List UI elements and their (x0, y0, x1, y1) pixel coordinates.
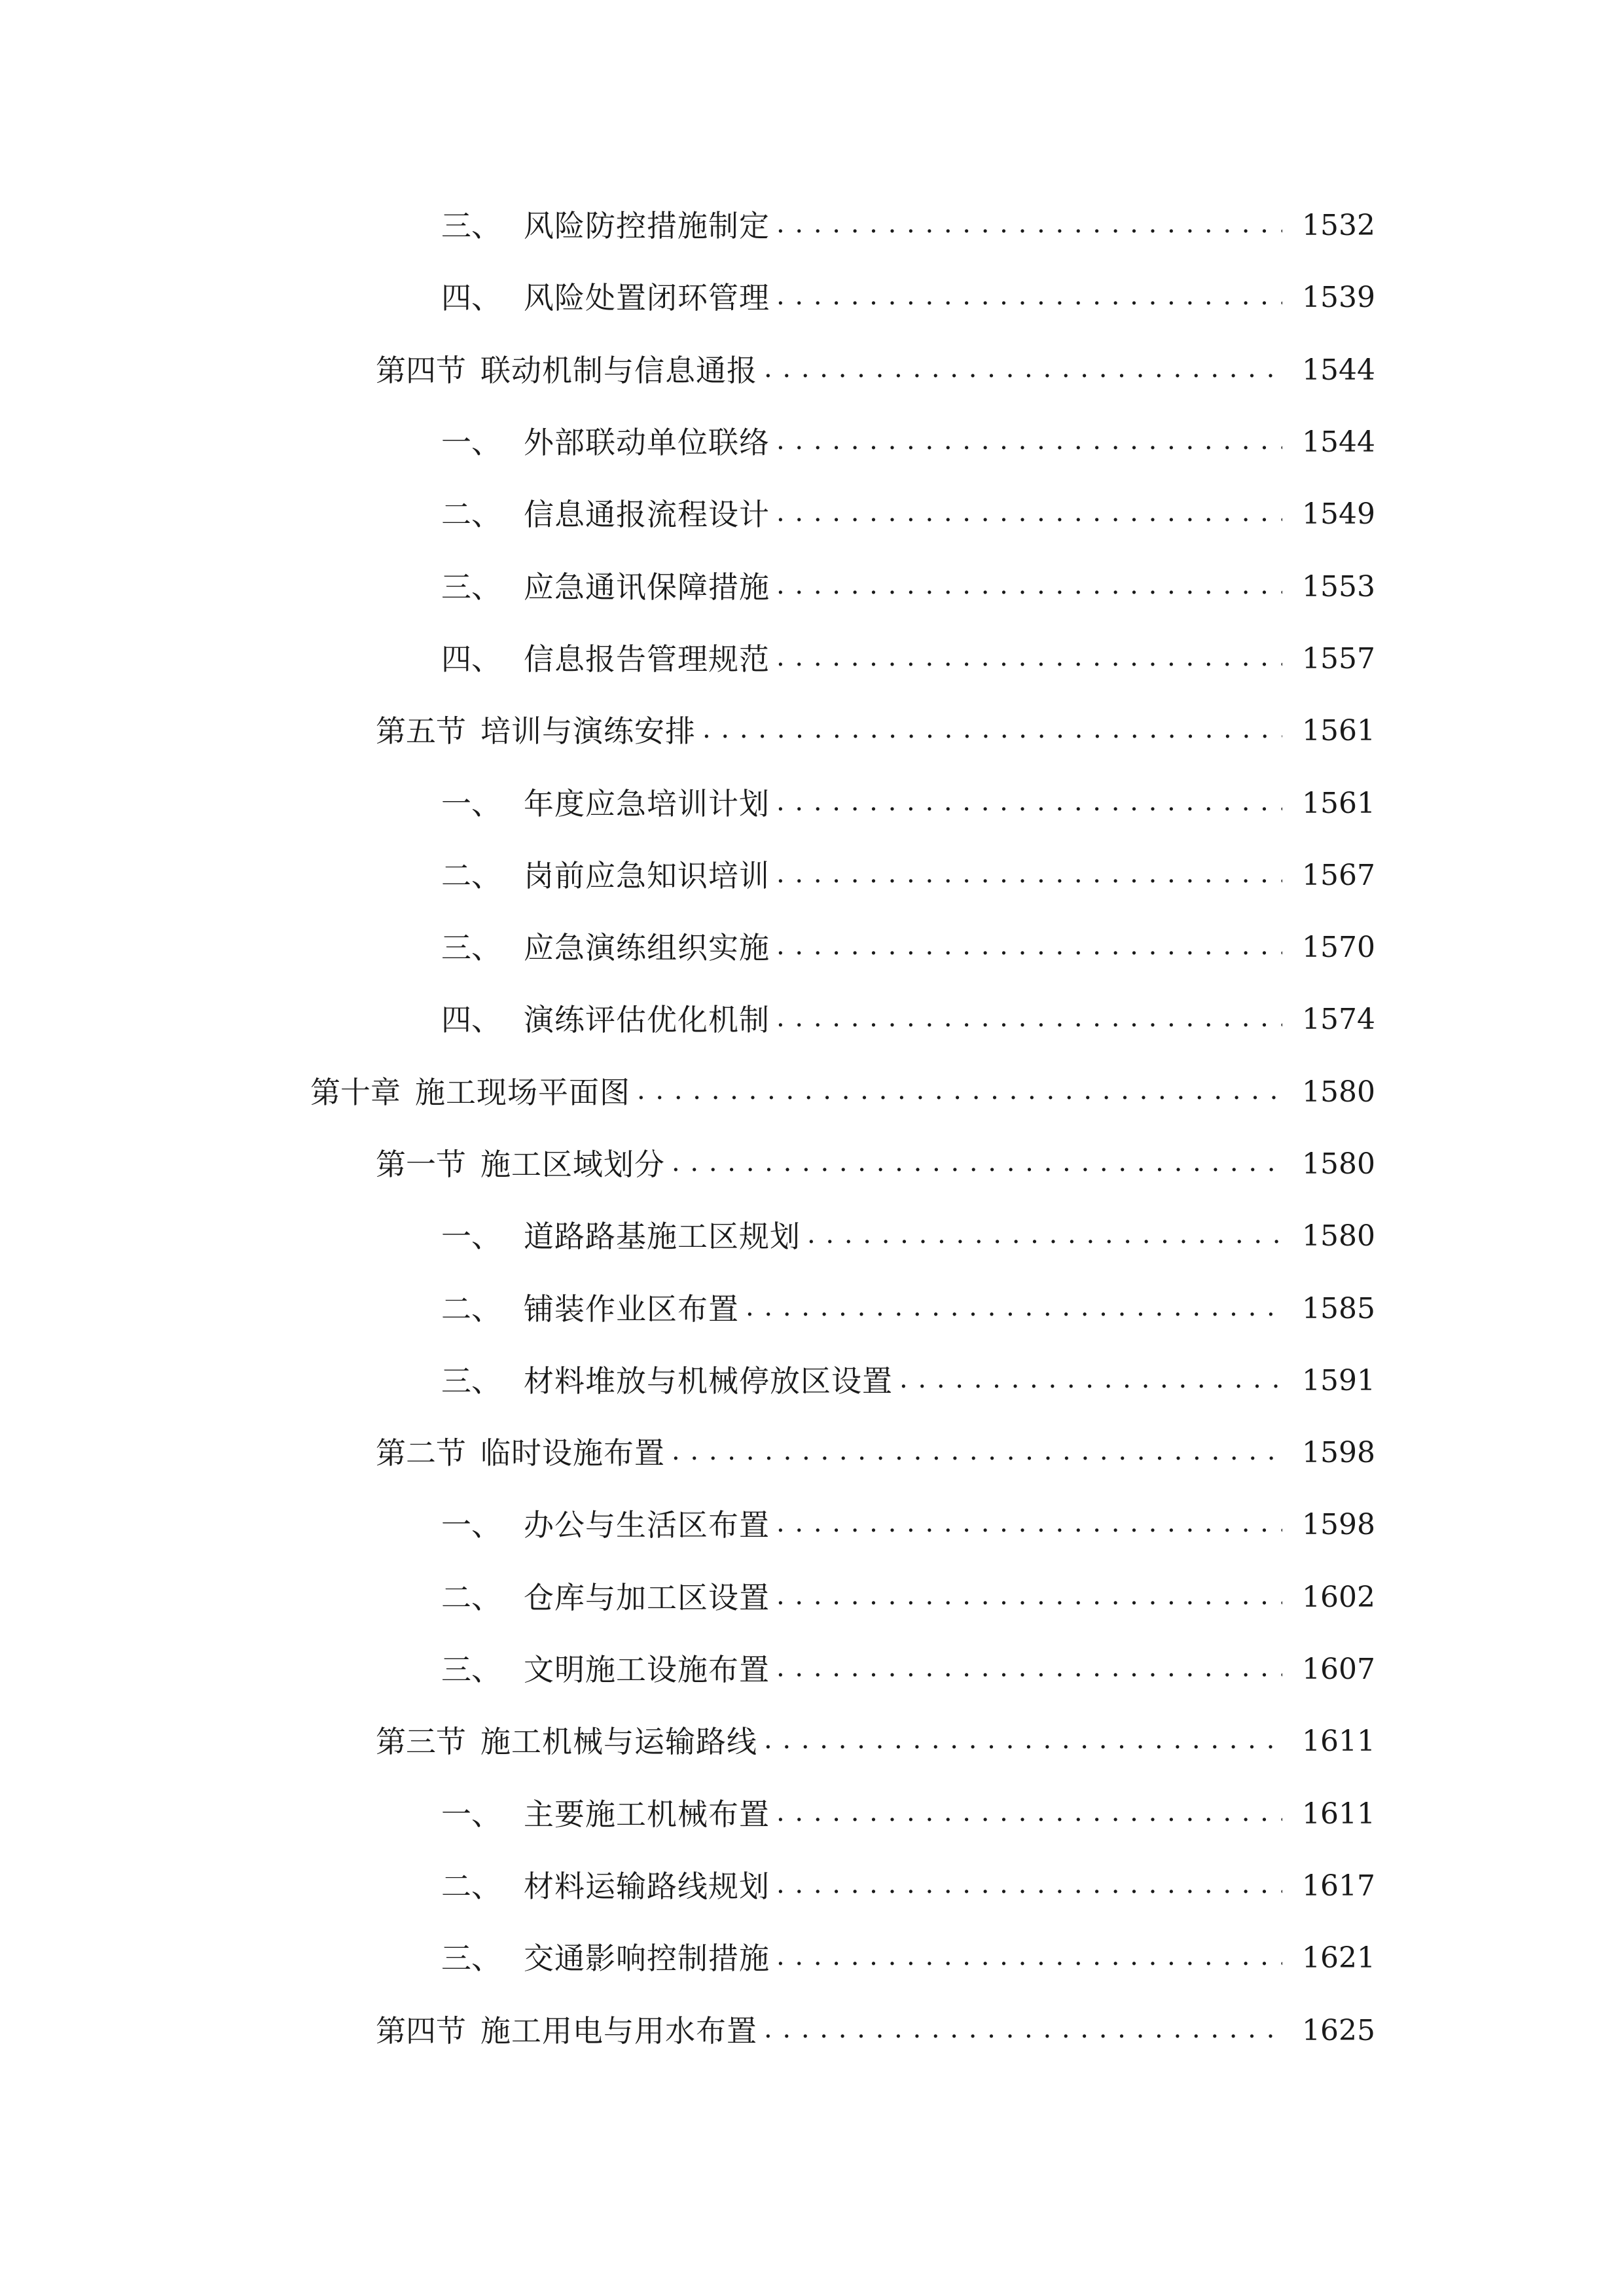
toc-entry-label (441, 1363, 893, 1399)
toc-entry-number: 一、 (441, 785, 501, 821)
dot-leader (776, 1943, 1282, 1973)
toc-entry-label (441, 1579, 770, 1615)
toc-entry-title: 岗前应急知识培训 (524, 857, 770, 893)
dot-leader (776, 1583, 1282, 1613)
toc-entry-label (441, 1507, 770, 1543)
toc-entry-title: 外部联动单位联络 (524, 425, 770, 461)
toc-entry-number: 二、 (441, 497, 501, 533)
toc-entry[interactable] (0, 767, 1624, 839)
toc-entry-title: 信息通报流程设计 (524, 497, 770, 533)
toc-entry-number: 第十章 (310, 1074, 401, 1110)
toc-entry-label (376, 1147, 665, 1182)
toc-entry-title: 风险处置闭环管理 (524, 280, 770, 316)
toc-entry-label (310, 1074, 630, 1110)
toc-entry-page-number: 1561 (1302, 714, 1375, 748)
toc-entry-label (441, 1941, 770, 1977)
toc-entry-title: 培训与演练安排 (480, 713, 696, 749)
toc-entry-page-number: 1544 (1302, 425, 1375, 459)
toc-entry-number: 一、 (441, 1219, 501, 1255)
toc-entry-page-number: 1580 (1302, 1147, 1375, 1181)
dot-leader (764, 2016, 1282, 2046)
toc-entry-label (441, 641, 770, 677)
toc-entry-page-number: 1598 (1302, 1436, 1375, 1470)
toc-entry-page-number: 1553 (1302, 569, 1375, 603)
dot-leader (746, 1294, 1282, 1324)
toc-entry-label (441, 1868, 770, 1904)
toc-entry-page-number: 1611 (1302, 1725, 1375, 1759)
dot-leader (776, 1799, 1282, 1829)
toc-entry-title: 风险防控措施制定 (524, 208, 770, 244)
toc-entry-page-number: 1591 (1302, 1363, 1375, 1397)
toc-entry-number: 二、 (441, 857, 501, 893)
toc-entry-label (441, 497, 770, 533)
toc-entry-title: 交通影响控制措施 (524, 1941, 770, 1977)
toc-entry-label (441, 1219, 801, 1255)
toc-entry-label (376, 2013, 757, 2049)
toc-entry-page-number: 1549 (1302, 497, 1375, 531)
toc-entry[interactable] (0, 1634, 1624, 1706)
toc-entry-page-number: 1570 (1302, 931, 1375, 965)
dot-leader (776, 789, 1282, 819)
toc-entry-number: 一、 (441, 425, 501, 461)
toc-entry[interactable] (0, 1922, 1624, 1994)
toc-entry[interactable] (0, 550, 1624, 622)
toc-entry-title: 材料运输路线规划 (524, 1868, 770, 1904)
toc-entry-title: 主要施工机械布置 (524, 1796, 770, 1832)
toc-entry[interactable] (0, 1778, 1624, 1850)
dot-leader (776, 933, 1282, 963)
toc-entry-label (376, 713, 696, 749)
toc-entry-label (376, 1435, 665, 1471)
toc-entry[interactable] (0, 1200, 1624, 1272)
toc-entry[interactable] (0, 1706, 1624, 1778)
toc-entry-number: 四、 (441, 1002, 501, 1038)
toc-entry-title: 演练评估优化机制 (524, 1002, 770, 1038)
dot-leader (776, 499, 1282, 529)
toc-entry-title: 道路路基施工区规划 (524, 1219, 801, 1255)
dot-leader (672, 1149, 1282, 1179)
toc-entry-title: 施工机械与运输路线 (480, 1724, 757, 1760)
toc-entry-number: 二、 (441, 1291, 501, 1327)
toc-entry-number: 三、 (441, 569, 501, 605)
toc-entry-label (441, 1291, 739, 1327)
toc-entry[interactable] (0, 984, 1624, 1056)
dot-leader (776, 211, 1282, 241)
toc-entry-number: 一、 (441, 1507, 501, 1543)
toc-entry-number: 一、 (441, 1796, 501, 1832)
toc-entry-number: 二、 (441, 1868, 501, 1904)
toc-entry-title: 应急通讯保障措施 (524, 569, 770, 605)
toc-entry-page-number: 1532 (1302, 209, 1375, 243)
dot-leader (776, 644, 1282, 674)
dot-leader (764, 355, 1282, 386)
toc-entry-page-number: 1625 (1302, 2013, 1375, 2047)
toc-entry[interactable] (0, 1489, 1624, 1561)
toc-entry-page-number: 1611 (1302, 1797, 1375, 1831)
dot-leader (776, 1655, 1282, 1685)
toc-entry[interactable] (0, 623, 1624, 695)
toc-entry-label (441, 208, 770, 244)
toc-entry-number: 第三节 (376, 1724, 466, 1760)
dot-leader (764, 1727, 1282, 1757)
toc-entry-number: 第四节 (376, 352, 466, 388)
toc-entry-label (441, 280, 770, 316)
toc-entry-page-number: 1557 (1302, 641, 1375, 675)
dot-leader (776, 1005, 1282, 1035)
toc-entry-page-number: 1585 (1302, 1291, 1375, 1325)
toc-entry-page-number: 1617 (1302, 1869, 1375, 1903)
toc-entry-title: 铺装作业区布置 (524, 1291, 739, 1327)
toc-entry[interactable] (0, 406, 1624, 478)
toc-entry-title: 临时设施布置 (480, 1435, 665, 1471)
toc-entry-page-number: 1580 (1302, 1219, 1375, 1253)
toc-entry-title: 施工区域划分 (480, 1147, 665, 1182)
toc-entry[interactable] (0, 1272, 1624, 1344)
toc-entry[interactable] (0, 695, 1624, 767)
toc-entry-number: 第五节 (376, 713, 466, 749)
toc-entry-label (441, 857, 770, 893)
toc-entry[interactable] (0, 478, 1624, 550)
toc-entry-title: 办公与生活区布置 (524, 1507, 770, 1543)
toc-entry[interactable] (0, 262, 1624, 334)
toc-entry-number: 三、 (441, 208, 501, 244)
dot-leader (776, 1871, 1282, 1901)
toc-entry-page-number: 1539 (1302, 281, 1375, 315)
toc-entry-title: 信息报告管理规范 (524, 641, 770, 677)
toc-entry-number: 四、 (441, 280, 501, 316)
toc-entry-label (441, 1002, 770, 1038)
toc-entry[interactable] (0, 1056, 1624, 1128)
toc-entry-page-number: 1567 (1302, 858, 1375, 892)
toc-entry[interactable] (0, 1562, 1624, 1634)
toc-entry-label (441, 785, 770, 821)
toc-entry[interactable] (0, 1850, 1624, 1922)
toc-entry-page-number: 1580 (1302, 1075, 1375, 1109)
dot-leader (776, 861, 1282, 891)
toc-entry-title: 年度应急培训计划 (524, 785, 770, 821)
toc-entry-label (441, 569, 770, 605)
toc-entry-number: 三、 (441, 1652, 501, 1688)
toc-entry[interactable] (0, 1417, 1624, 1489)
toc-entry-label (376, 1724, 757, 1760)
table-of-contents (0, 190, 1624, 2067)
toc-entry-label (441, 425, 770, 461)
toc-entry-title: 材料堆放与机械停放区设置 (524, 1363, 893, 1399)
toc-entry-label (376, 352, 757, 388)
toc-entry[interactable] (0, 840, 1624, 912)
toc-entry-number: 二、 (441, 1579, 501, 1615)
toc-entry[interactable] (0, 1128, 1624, 1200)
toc-entry-label (441, 930, 770, 966)
toc-entry-page-number: 1544 (1302, 353, 1375, 387)
toc-entry-number: 第四节 (376, 2013, 466, 2049)
toc-entry-page-number: 1561 (1302, 786, 1375, 820)
toc-entry[interactable] (0, 912, 1624, 984)
toc-entry-page-number: 1621 (1302, 1941, 1375, 1975)
toc-entry-number: 第二节 (376, 1435, 466, 1471)
toc-entry-number: 三、 (441, 930, 501, 966)
dot-leader (702, 716, 1282, 746)
dot-leader (776, 572, 1282, 602)
toc-entry-number: 三、 (441, 1941, 501, 1977)
toc-entry-page-number: 1574 (1302, 1003, 1375, 1037)
toc-entry-title: 仓库与加工区设置 (524, 1579, 770, 1615)
dot-leader (672, 1438, 1282, 1468)
dot-leader (807, 1221, 1282, 1251)
toc-entry[interactable] (0, 334, 1624, 406)
toc-entry-number: 第一节 (376, 1147, 466, 1182)
toc-entry[interactable] (0, 1345, 1624, 1417)
dot-leader (899, 1366, 1282, 1396)
toc-entry-page-number: 1607 (1302, 1653, 1375, 1687)
dot-leader (776, 1510, 1282, 1540)
toc-entry-label (441, 1652, 770, 1688)
dot-leader (776, 283, 1282, 313)
toc-entry-page-number: 1602 (1302, 1580, 1375, 1614)
dot-leader (637, 1077, 1282, 1107)
toc-entry[interactable] (0, 190, 1624, 262)
toc-entry-title: 联动机制与信息通报 (480, 352, 757, 388)
toc-entry-number: 四、 (441, 641, 501, 677)
toc-entry-label (441, 1796, 770, 1832)
toc-entry[interactable] (0, 1994, 1624, 2066)
toc-entry-title: 文明施工设施布置 (524, 1652, 770, 1688)
toc-entry-title: 施工现场平面图 (415, 1074, 630, 1110)
dot-leader (776, 427, 1282, 457)
toc-entry-title: 应急演练组织实施 (524, 930, 770, 966)
toc-entry-number: 三、 (441, 1363, 501, 1399)
toc-entry-page-number: 1598 (1302, 1508, 1375, 1542)
toc-entry-title: 施工用电与用水布置 (480, 2013, 757, 2049)
